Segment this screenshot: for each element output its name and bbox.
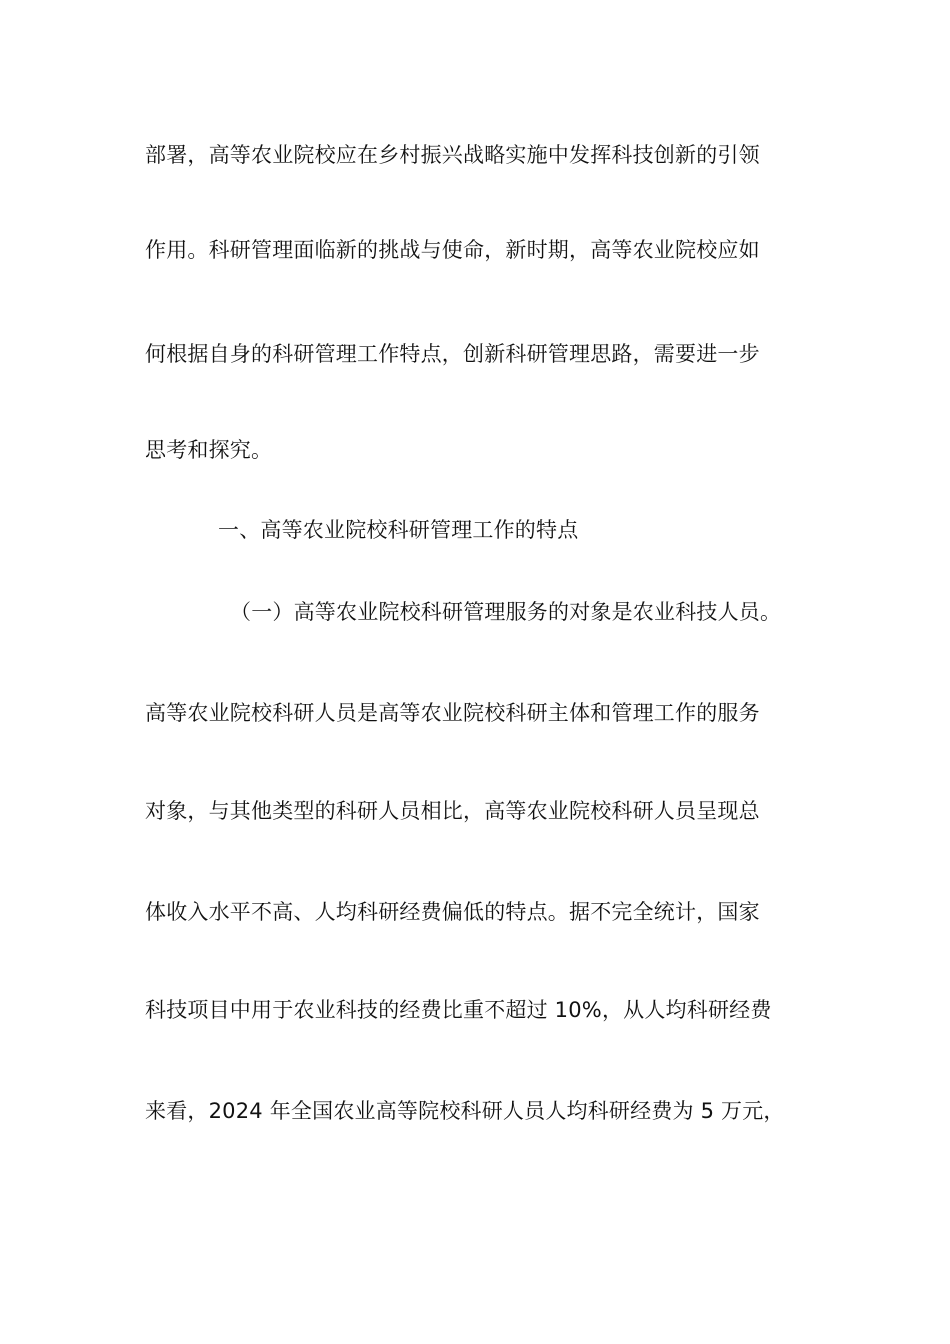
subsection-heading: （一）高等农业院校科研管理服务的对象是农业科技人员。 [230, 600, 782, 624]
paragraph-line: 何根据自身的科研管理工作特点，创新科研管理思路，需要进一步 [145, 342, 760, 366]
paragraph-line: 科技项目中用于农业科技的经费比重不超过 10%，从人均科研经费 [145, 998, 772, 1022]
section-heading: 一、高等农业院校科研管理工作的特点 [218, 518, 579, 542]
paragraph-line: 思考和探究。 [145, 438, 273, 462]
paragraph-line: 高等农业院校科研人员是高等农业院校科研主体和管理工作的服务 [145, 701, 760, 725]
paragraph-line: 体收入水平不高、人均科研经费偏低的特点。据不完全统计，国家 [145, 900, 760, 924]
paragraph-line: 来看，2024 年全国农业高等院校科研人员人均科研经费为 5 万元， [145, 1099, 785, 1123]
paragraph-line: 作用。科研管理面临新的挑战与使命，新时期，高等农业院校应如 [145, 238, 760, 262]
paragraph-line: 部署，高等农业院校应在乡村振兴战略实施中发挥科技创新的引领 [145, 143, 760, 167]
paragraph-line: 对象，与其他类型的科研人员相比，高等农业院校科研人员呈现总 [145, 799, 760, 823]
